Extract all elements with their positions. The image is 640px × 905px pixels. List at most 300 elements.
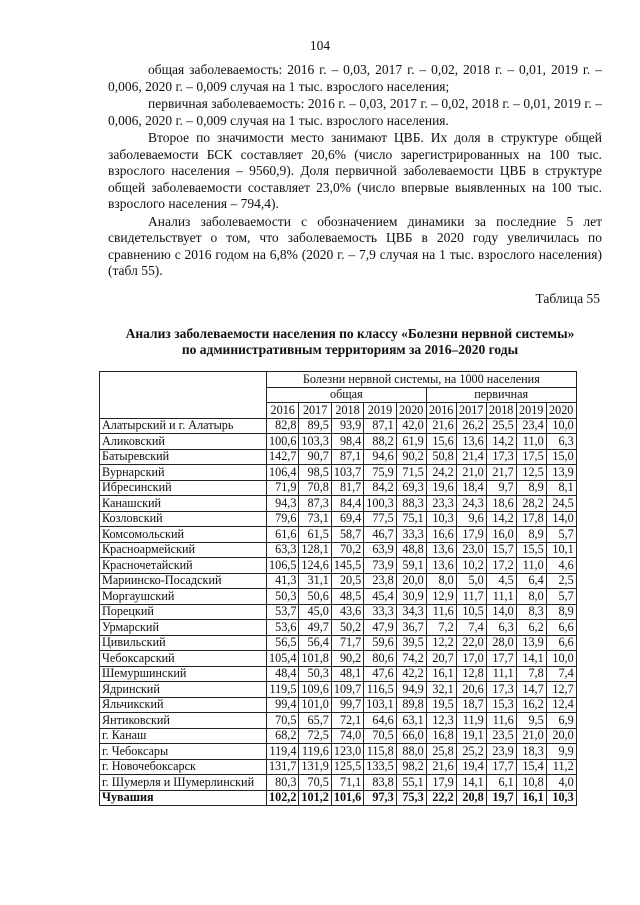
table-row <box>100 651 577 667</box>
value-cell: 63,9 <box>364 542 396 558</box>
value-cell: 103,3 <box>299 434 331 450</box>
value-cell: 7,4 <box>456 620 486 636</box>
value-cell: 99,4 <box>267 697 299 713</box>
territory-name: Алатырский и г. Алатырь <box>100 418 267 434</box>
value-cell: 34,3 <box>396 604 426 620</box>
table-row <box>100 620 577 636</box>
value-cell: 58,7 <box>331 527 363 543</box>
value-cell: 87,1 <box>331 449 363 465</box>
table-row <box>100 418 577 434</box>
value-cell: 15,5 <box>516 542 546 558</box>
value-cell: 11,9 <box>456 713 486 729</box>
value-cell: 30,9 <box>396 589 426 605</box>
value-cell: 6,1 <box>486 775 516 791</box>
value-cell: 20,5 <box>331 573 363 589</box>
value-cell: 17,2 <box>486 558 516 574</box>
value-cell: 80,3 <box>267 775 299 791</box>
value-cell: 20,0 <box>396 573 426 589</box>
value-cell: 63,1 <box>396 713 426 729</box>
table-row <box>100 573 577 589</box>
value-cell: 18,4 <box>456 480 486 496</box>
value-cell: 11,2 <box>546 759 576 775</box>
value-cell: 84,2 <box>364 480 396 496</box>
value-cell: 59,6 <box>364 635 396 651</box>
value-cell: 68,2 <box>267 728 299 744</box>
value-cell: 5,7 <box>546 527 576 543</box>
value-cell: 11,0 <box>516 434 546 450</box>
value-cell: 70,5 <box>267 713 299 729</box>
year-header: 2019 <box>364 403 396 419</box>
value-cell: 128,1 <box>299 542 331 558</box>
value-cell: 8,3 <box>516 604 546 620</box>
value-cell: 8,0 <box>426 573 456 589</box>
value-cell: 101,6 <box>331 790 363 806</box>
year-header: 2017 <box>456 403 486 419</box>
value-cell: 49,7 <box>299 620 331 636</box>
value-cell: 50,3 <box>267 589 299 605</box>
value-cell: 13,6 <box>456 434 486 450</box>
value-cell: 119,6 <box>299 744 331 760</box>
value-cell: 50,3 <box>299 666 331 682</box>
value-cell: 17,3 <box>486 449 516 465</box>
value-cell: 28,0 <box>486 635 516 651</box>
value-cell: 63,3 <box>267 542 299 558</box>
value-cell: 10,2 <box>456 558 486 574</box>
value-cell: 116,5 <box>364 682 396 698</box>
value-cell: 17,7 <box>486 759 516 775</box>
value-cell: 7,4 <box>546 666 576 682</box>
territory-name: Чувашия <box>100 790 267 806</box>
value-cell: 11,1 <box>486 666 516 682</box>
paragraph: Анализ заболеваемости с обозначением динамики за последние 5 лет свидетельствует о том, что заболеваемость ЦВБ в 2020 году увеличилась по сравнению с 2016 годом на 6,8% (2020 г. – 7,9 случая на 1 тыс. взрослого населения) (табл 55). <box>108 213 602 278</box>
table-row <box>100 666 577 682</box>
value-cell: 11,7 <box>456 589 486 605</box>
value-cell: 124,6 <box>299 558 331 574</box>
table-title-line: Анализ заболеваемости населения по классу «Болезни нервной системы» <box>125 326 575 341</box>
value-cell: 12,2 <box>426 635 456 651</box>
value-cell: 74,0 <box>331 728 363 744</box>
value-cell: 98,2 <box>396 759 426 775</box>
paragraph: общая заболеваемость: 2016 г. – 0,03, 2017 г. – 0,02, 2018 г. – 0,01, 2019 г. – 0,006, 2020 г. – 0,009 случая на 1 тыс. взрослого населения; <box>108 62 602 94</box>
value-cell: 87,1 <box>364 418 396 434</box>
value-cell: 65,7 <box>299 713 331 729</box>
value-cell: 71,1 <box>331 775 363 791</box>
territory-name: Батыревский <box>100 449 267 465</box>
value-cell: 69,4 <box>331 511 363 527</box>
value-cell: 7,8 <box>516 666 546 682</box>
table-row <box>100 713 577 729</box>
territory-name: Шемуршинский <box>100 666 267 682</box>
table-row <box>100 527 577 543</box>
value-cell: 18,6 <box>486 496 516 512</box>
value-cell: 21,6 <box>426 418 456 434</box>
value-cell: 77,5 <box>364 511 396 527</box>
territory-name: Красночетайский <box>100 558 267 574</box>
value-cell: 70,5 <box>364 728 396 744</box>
table-row <box>100 697 577 713</box>
value-cell: 41,3 <box>267 573 299 589</box>
value-cell: 109,7 <box>331 682 363 698</box>
value-cell: 80,6 <box>364 651 396 667</box>
value-cell: 12,5 <box>516 465 546 481</box>
value-cell: 14,1 <box>516 651 546 667</box>
table-title <box>90 326 610 358</box>
territory-name: г. Шумерля и Шумерлинский <box>100 775 267 791</box>
value-cell: 69,3 <box>396 480 426 496</box>
value-cell: 89,8 <box>396 697 426 713</box>
value-cell: 46,7 <box>364 527 396 543</box>
value-cell: 24,2 <box>426 465 456 481</box>
territory-name: Канашский <box>100 496 267 512</box>
value-cell: 87,3 <box>299 496 331 512</box>
value-cell: 25,5 <box>486 418 516 434</box>
value-cell: 10,0 <box>546 418 576 434</box>
value-cell: 31,1 <box>299 573 331 589</box>
value-cell: 48,5 <box>331 589 363 605</box>
year-header: 2016 <box>426 403 456 419</box>
territory-name: Аликовский <box>100 434 267 450</box>
value-cell: 12,3 <box>426 713 456 729</box>
value-cell: 22,2 <box>426 790 456 806</box>
value-cell: 101,2 <box>299 790 331 806</box>
value-cell: 6,2 <box>516 620 546 636</box>
value-cell: 21,0 <box>516 728 546 744</box>
value-cell: 13,6 <box>426 542 456 558</box>
value-cell: 16,8 <box>426 728 456 744</box>
value-cell: 50,2 <box>331 620 363 636</box>
value-cell: 19,6 <box>426 480 456 496</box>
territory-name: Чебоксарский <box>100 651 267 667</box>
table-row <box>100 635 577 651</box>
value-cell: 100,3 <box>364 496 396 512</box>
value-cell: 55,1 <box>396 775 426 791</box>
value-cell: 17,8 <box>516 511 546 527</box>
value-cell: 12,4 <box>546 697 576 713</box>
year-header: 2018 <box>486 403 516 419</box>
value-cell: 43,6 <box>331 604 363 620</box>
value-cell: 5,7 <box>546 589 576 605</box>
table-row <box>100 434 577 450</box>
value-cell: 106,4 <box>267 465 299 481</box>
value-cell: 23,4 <box>516 418 546 434</box>
value-cell: 88,3 <box>396 496 426 512</box>
value-cell: 23,9 <box>486 744 516 760</box>
value-cell: 75,1 <box>396 511 426 527</box>
value-cell: 88,0 <box>396 744 426 760</box>
value-cell: 90,2 <box>331 651 363 667</box>
value-cell: 45,0 <box>299 604 331 620</box>
value-cell: 100,6 <box>267 434 299 450</box>
value-cell: 14,0 <box>486 604 516 620</box>
value-cell: 23,0 <box>456 542 486 558</box>
value-cell: 18,7 <box>456 697 486 713</box>
value-cell: 22,0 <box>456 635 486 651</box>
value-cell: 47,9 <box>364 620 396 636</box>
value-cell: 14,0 <box>546 511 576 527</box>
value-cell: 99,7 <box>331 697 363 713</box>
territory-name: Янтиковский <box>100 713 267 729</box>
value-cell: 53,6 <box>267 620 299 636</box>
value-cell: 17,3 <box>486 682 516 698</box>
body-text <box>108 62 602 281</box>
value-cell: 90,7 <box>299 449 331 465</box>
value-cell: 9,5 <box>516 713 546 729</box>
value-cell: 9,9 <box>546 744 576 760</box>
value-cell: 17,0 <box>456 651 486 667</box>
value-cell: 98,5 <box>299 465 331 481</box>
value-cell: 50,8 <box>426 449 456 465</box>
value-cell: 103,1 <box>364 697 396 713</box>
table-row <box>100 558 577 574</box>
value-cell: 131,7 <box>267 759 299 775</box>
value-cell: 4,5 <box>486 573 516 589</box>
territory-name: Комсомольский <box>100 527 267 543</box>
value-cell: 45,4 <box>364 589 396 605</box>
value-cell: 33,3 <box>396 527 426 543</box>
table-row <box>100 589 577 605</box>
paragraph: Второе по значимости место занимают ЦВБ. Их доля в структуре общей заболеваемости БСК составляет 20,6% (число зарегистрированных на 100 тыс. взрослого населения – 9560,9). Доля первичной заболеваемости ЦВБ в структуре общей заболеваемости составляет 23,0% (число впервые выявленных на 100 тыс. взрослого населения – 794,4). <box>108 130 602 211</box>
value-cell: 15,3 <box>486 697 516 713</box>
value-cell: 90,2 <box>396 449 426 465</box>
table-row <box>100 604 577 620</box>
value-cell: 109,6 <box>299 682 331 698</box>
territory-name: Цивильский <box>100 635 267 651</box>
data-table <box>99 371 577 806</box>
territory-name: г. Канаш <box>100 728 267 744</box>
value-cell: 119,4 <box>267 744 299 760</box>
value-cell: 14,7 <box>516 682 546 698</box>
value-cell: 15,7 <box>486 542 516 558</box>
value-cell: 13,9 <box>546 465 576 481</box>
value-cell: 7,2 <box>426 620 456 636</box>
value-cell: 101,0 <box>299 697 331 713</box>
value-cell: 10,3 <box>546 790 576 806</box>
territory-name: Ибресинский <box>100 480 267 496</box>
value-cell: 15,4 <box>516 759 546 775</box>
value-cell: 70,5 <box>299 775 331 791</box>
territory-name: Яльчикский <box>100 697 267 713</box>
territory-name: Урмарский <box>100 620 267 636</box>
value-cell: 101,8 <box>299 651 331 667</box>
value-cell: 72,5 <box>299 728 331 744</box>
value-cell: 21,0 <box>456 465 486 481</box>
value-cell: 131,9 <box>299 759 331 775</box>
value-cell: 17,9 <box>426 775 456 791</box>
value-cell: 48,4 <box>267 666 299 682</box>
year-header: 2020 <box>396 403 426 419</box>
year-header: 2019 <box>516 403 546 419</box>
value-cell: 50,6 <box>299 589 331 605</box>
value-cell: 61,6 <box>267 527 299 543</box>
value-cell: 61,5 <box>299 527 331 543</box>
value-cell: 13,6 <box>426 558 456 574</box>
value-cell: 19,4 <box>456 759 486 775</box>
value-cell: 48,8 <box>396 542 426 558</box>
value-cell: 97,3 <box>364 790 396 806</box>
value-cell: 6,3 <box>486 620 516 636</box>
value-cell: 81,7 <box>331 480 363 496</box>
value-cell: 133,5 <box>364 759 396 775</box>
value-cell: 115,8 <box>364 744 396 760</box>
value-cell: 71,7 <box>331 635 363 651</box>
value-cell: 19,5 <box>426 697 456 713</box>
value-cell: 6,9 <box>546 713 576 729</box>
value-cell: 15,6 <box>426 434 456 450</box>
value-cell: 8,1 <box>546 480 576 496</box>
value-cell: 15,0 <box>546 449 576 465</box>
territory-name: Ядринский <box>100 682 267 698</box>
value-cell: 61,9 <box>396 434 426 450</box>
value-cell: 8,9 <box>516 527 546 543</box>
value-cell: 10,0 <box>546 651 576 667</box>
table-label: Таблица 55 <box>535 291 600 306</box>
value-cell: 9,7 <box>486 480 516 496</box>
value-cell: 16,0 <box>486 527 516 543</box>
value-cell: 6,3 <box>546 434 576 450</box>
value-cell: 6,6 <box>546 635 576 651</box>
value-cell: 47,6 <box>364 666 396 682</box>
header-primary: первичная <box>426 387 576 403</box>
value-cell: 89,5 <box>299 418 331 434</box>
value-cell: 102,2 <box>267 790 299 806</box>
value-cell: 20,6 <box>456 682 486 698</box>
value-cell: 79,6 <box>267 511 299 527</box>
page-number: 104 <box>309 38 331 53</box>
value-cell: 21,6 <box>426 759 456 775</box>
table-row <box>100 480 577 496</box>
value-cell: 23,8 <box>364 573 396 589</box>
value-cell: 123,0 <box>331 744 363 760</box>
territory-name: Мариинско-Посадский <box>100 573 267 589</box>
value-cell: 48,1 <box>331 666 363 682</box>
value-cell: 4,6 <box>546 558 576 574</box>
value-cell: 71,9 <box>267 480 299 496</box>
value-cell: 103,7 <box>331 465 363 481</box>
paragraph: первичная заболеваемость: 2016 г. – 0,03, 2017 г. – 0,02, 2018 г. – 0,01, 2019 г. – 0,006, 2020 г. – 0,009 случая на 1 тыс. взрослого населения. <box>108 96 602 128</box>
value-cell: 11,1 <box>486 589 516 605</box>
value-cell: 145,5 <box>331 558 363 574</box>
value-cell: 11,0 <box>516 558 546 574</box>
value-cell: 93,9 <box>331 418 363 434</box>
value-cell: 17,5 <box>516 449 546 465</box>
value-cell: 19,1 <box>456 728 486 744</box>
value-cell: 16,1 <box>426 666 456 682</box>
value-cell: 119,5 <box>267 682 299 698</box>
value-cell: 94,3 <box>267 496 299 512</box>
value-cell: 59,1 <box>396 558 426 574</box>
value-cell: 74,2 <box>396 651 426 667</box>
table-row <box>100 496 577 512</box>
value-cell: 6,6 <box>546 620 576 636</box>
value-cell: 8,0 <box>516 589 546 605</box>
value-cell: 16,1 <box>516 790 546 806</box>
header-main: Болезни нервной системы, на 1000 населения <box>267 372 577 388</box>
value-cell: 98,4 <box>331 434 363 450</box>
value-cell: 25,8 <box>426 744 456 760</box>
value-cell: 19,7 <box>486 790 516 806</box>
value-cell: 8,9 <box>546 604 576 620</box>
value-cell: 73,9 <box>364 558 396 574</box>
value-cell: 11,6 <box>486 713 516 729</box>
value-cell: 5,0 <box>456 573 486 589</box>
value-cell: 16,6 <box>426 527 456 543</box>
value-cell: 4,0 <box>546 775 576 791</box>
value-cell: 2,5 <box>546 573 576 589</box>
value-cell: 73,1 <box>299 511 331 527</box>
value-cell: 10,1 <box>546 542 576 558</box>
value-cell: 84,4 <box>331 496 363 512</box>
table-row <box>100 511 577 527</box>
value-cell: 12,7 <box>546 682 576 698</box>
value-cell: 32,1 <box>426 682 456 698</box>
value-cell: 75,9 <box>364 465 396 481</box>
value-cell: 56,4 <box>299 635 331 651</box>
value-cell: 88,2 <box>364 434 396 450</box>
table-row <box>100 682 577 698</box>
value-cell: 8,9 <box>516 480 546 496</box>
value-cell: 13,9 <box>516 635 546 651</box>
year-header: 2016 <box>267 403 299 419</box>
table-row <box>100 449 577 465</box>
value-cell: 14,2 <box>486 434 516 450</box>
value-cell: 12,9 <box>426 589 456 605</box>
table-row <box>100 542 577 558</box>
value-cell: 21,7 <box>486 465 516 481</box>
year-header: 2017 <box>299 403 331 419</box>
value-cell: 142,7 <box>267 449 299 465</box>
value-cell: 70,8 <box>299 480 331 496</box>
value-cell: 14,2 <box>486 511 516 527</box>
value-cell: 21,4 <box>456 449 486 465</box>
value-cell: 10,8 <box>516 775 546 791</box>
territory-name: г. Новочебоксарск <box>100 759 267 775</box>
value-cell: 42,0 <box>396 418 426 434</box>
value-cell: 23,5 <box>486 728 516 744</box>
territory-name: Козловский <box>100 511 267 527</box>
value-cell: 83,8 <box>364 775 396 791</box>
table-title-line: по административным территориям за 2016–2020 годы <box>181 342 519 357</box>
value-cell: 20,8 <box>456 790 486 806</box>
value-cell: 71,5 <box>396 465 426 481</box>
value-cell: 6,4 <box>516 573 546 589</box>
value-cell: 20,0 <box>546 728 576 744</box>
value-cell: 25,2 <box>456 744 486 760</box>
corner-cell <box>100 372 267 419</box>
territory-name: Красноармейский <box>100 542 267 558</box>
header-general: общая <box>267 387 427 403</box>
value-cell: 14,1 <box>456 775 486 791</box>
value-cell: 12,8 <box>456 666 486 682</box>
value-cell: 33,3 <box>364 604 396 620</box>
value-cell: 28,2 <box>516 496 546 512</box>
value-cell: 10,3 <box>426 511 456 527</box>
value-cell: 72,1 <box>331 713 363 729</box>
value-cell: 56,5 <box>267 635 299 651</box>
territory-name: г. Чебоксары <box>100 744 267 760</box>
value-cell: 16,2 <box>516 697 546 713</box>
value-cell: 94,9 <box>396 682 426 698</box>
value-cell: 20,7 <box>426 651 456 667</box>
table-row <box>100 775 577 791</box>
value-cell: 106,5 <box>267 558 299 574</box>
table-row <box>100 465 577 481</box>
territory-name: Порецкий <box>100 604 267 620</box>
value-cell: 70,2 <box>331 542 363 558</box>
value-cell: 105,4 <box>267 651 299 667</box>
value-cell: 17,9 <box>456 527 486 543</box>
territory-name: Моргаушский <box>100 589 267 605</box>
value-cell: 18,3 <box>516 744 546 760</box>
